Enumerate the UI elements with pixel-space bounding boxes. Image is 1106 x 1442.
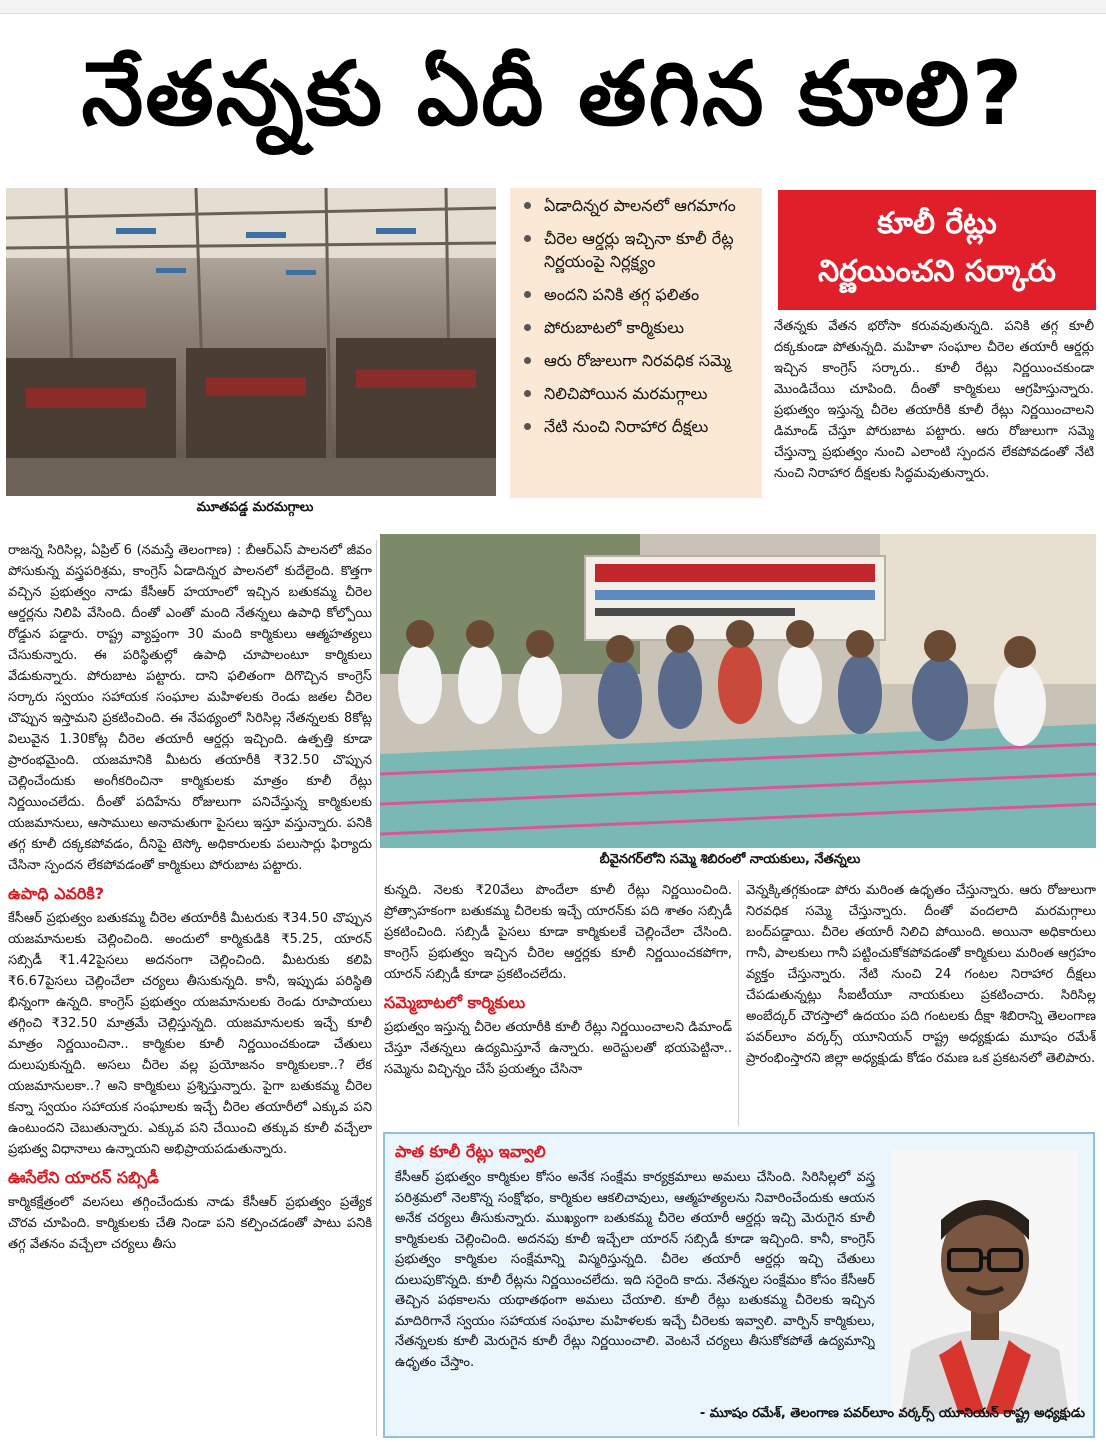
column-divider [376, 540, 377, 1436]
bullet-list [510, 188, 762, 498]
col1-paragraph-2: కేసీఆర్ ప్రభుత్వం బతుకమ్మ చీరెల తయారీకి మీటరుకు ₹34.50 చొప్పున యజమానులకు చెల్లించింది. అందులో కార్మికుడికి ₹5.25, యారన్ సబ్సిడీ ₹1.42పైసలు అదనంగా చెల్లించింది. మీటరుకు కలిపి ₹6.67పైసలు చెల్లించేలా చర్యలు తీసుకున్నది. కానీ, ఇప్పుడు పరిస్థితి భిన్నంగా ఉన్నది. కాంగ్రెస్ ప్రభుత్వం యజమానులకు రెండు రూపాయలు తగ్గించి ₹32.50 మాత్రమే చెల్లిస్తున్నది. యజమానులకు ఇచ్చే కూలీ మాత్రం నిర్ణయించినా.. కార్మికుల కూలీ నిర్ణయించకుండా చేతులు దులుపుకున్నది. అసలు చీరెల వల్ల ప్రయోజనం కార్మికులకా..? లేక యజమానులకా..? అని కార్మికులు ప్రశ్నిస్తున్నారు. పైగా బతుకమ్మ చీరెల కన్నా స్వయం సహాయక సంఘాలకు ఇచ్చే చీరెల తయారీలో ఎక్కువ పని ఉంటుందని చెబుతున్నారు. ఎక్కువ పని చేయించి తక్కువ కూలీ వచ్చేలా ప్రభుత్వ విధానాలు ఉన్నాయని అభిప్రాయపడుతున్నారు. [8, 911, 372, 1157]
bullet-item: పోరుబాటలో కార్మికులు [522, 316, 756, 339]
quote-signature: - మూషం రమేశ్, తెలంగాణ పవర్‌లూం వర్కర్స్ యూనియన్ రాష్ట్ర అధ్యక్షుడు [699, 1406, 1085, 1421]
portrait-photo [891, 1150, 1079, 1414]
quote-box-text: కేసీఆర్ ప్రభుత్వం కార్మికుల కోసం అనేక సంక్షేమ కార్యక్రమాలు అమలు చేసింది. సిరిసిల్లలో వస్త్ర పరిశ్రమలో నెలకొన్న సంక్షోభం, కార్మికుల ఆకలిచావులు, ఆత్మహత్యలను నివారించేందుకు ఆయన అనేక చర్యలు తీసుకున్నారు. ముఖ్యంగా బతుకమ్మ చీరెల తయారీ ఆర్డర్లు ఇచ్చి మెరుగైన కూలీ కార్మికులకు చెల్లించింది. అదనపు కూలీ ఇచ్చేలా యారన్ సబ్సిడీ కూడా ఇచ్చింది. కానీ, కాంగ్రెస్ ప్రభుత్వం కార్మికుల సంక్షేమాన్ని విస్మరిస్తున్నది. చీరెల తయారీ ఆర్డర్లు ఇచ్చి చేతులు దులుపుకొన్నది. కూలీ రేట్లను నిర్ణయించలేదు. ఇది సరైంది కాదు. నేతన్నల సంక్షేమం కోసం కేసీఆర్ తెచ్చిన పథకాలను యథాతథంగా అమలు చేయాలి. కూలీ రేట్లు బతుకమ్మ చీరెలకు ఇచ్చిన మాదిరిగానే స్వయం సహాయక సంఘాల మహిళలకు ఇచ్చే చీరెలకు ఇవ్వాలి. వార్పిన్ కార్మికులు, నేతన్నలకు కూలీ మెరుగైన కూలీ రేట్లు నిర్ణయించాలి. వెంటనే చర్యలు తీసుకోకపోతే ఉద్యమాన్ని ఉధృతం చేస్తాం. [395, 1170, 875, 1370]
headline: నేతన్నకు ఏదీ తగిన కూలి? [81, 42, 1025, 145]
quote-box [383, 1132, 1095, 1438]
photo1-caption: మూతపడ్డ మరమగ్గాలు [196, 500, 314, 515]
strike-camp-photo [380, 534, 1096, 848]
subheadline-line1: కూలీ రేట్లు [877, 206, 997, 241]
subheadline-line2: నిర్ణయించని సర్కారు [818, 254, 1056, 289]
top-strip [0, 0, 1106, 14]
column-2 [384, 880, 732, 1126]
quote-box-title: పాత కూలీ రేట్లు ఇవ్వాలి [395, 1142, 546, 1161]
bullet-item: అందని పనికి తగ్గ ఫలితం [522, 283, 756, 306]
loom-factory-photo [6, 188, 496, 496]
col2-paragraph-2: ప్రభుత్వం ఇస్తున్న చీరెల తయారీకి కూలీ రేట్లు నిర్ణయించాలని డిమాండ్ చేస్తూ నేతన్నలు ఉద్యమిస్తూనే ఉన్నారు. అరెస్టులతో భయపెట్టినా.. సమ్మెను విచ్ఛిన్నం చేసే ప్రయత్నం చేసినా [384, 1020, 732, 1077]
col3-paragraph-1: వెన్నక్కితగ్గకుండా పోరు మరింత ఉధృతం చేస్తున్నారు. ఆరు రోజులుగా నిరవధిక సమ్మె చేస్తున్నారు. దీంతో వందలాది మరమగ్గాలు బంద్‌పడ్డాయి. చీరెల తయారీ నిలిచి పోయింది. అయినా అధికారులు గానీ, పాలకులు గానీ పట్టించుకోకపోవడంతో కార్మికులు మరింత ఆగ్రహం వ్యక్తం చేస్తున్నారు. నేటి నుంచి 24 గంటల నిరాహార దీక్షలు చేపడుతున్నట్లు సీఐటీయూ నాయకులు ప్రకటించారు. సిరిసిల్ల అంబేద్కర్ చౌరస్తాలో ఉదయం పది గంటలకు దీక్షా శిబిరాన్ని తెలంగాణ పవర్‌లూం వర్కర్స్ యూనియన్ రాష్ట్ర అధ్యక్షుడు మూషం రమేశ్ ప్రారంభింస్తారని జిల్లా అధ్యక్షుడు కోడం రమణ ఒక ప్రకటనలో తెలిపారు. [746, 883, 1096, 1066]
subheadline-box [778, 190, 1096, 310]
column-1 [8, 540, 372, 1436]
col1-subhead-2: ఊసేలేని యారన్ సబ్సిడీ [8, 1168, 159, 1187]
intro-text: నేతన్నకు వేతన భరోసా కరువవుతున్నది. పనికి తగ్గ కూలీ దక్కకుండా పోతున్నది. మహిళా సంఘాల చీరెల తయారీ ఆర్డర్లు ఇచ్చిన కాంగ్రెస్ సర్కారు.. కూలీ రేట్లు నిర్ణయించకుండా మొండిచేయి చూపింది. దీంతో కార్మికులు ఆగ్రహిస్తున్నారు. ప్రభుత్వం ఇస్తున్న చీరెల తయారీకి కూలీ రేట్లు నిర్ణయించాలని డిమాండ్ చేస్తూ పోరుబాట పట్టారు. ఆరు రోజులుగా సమ్మె చేస్తున్నా ప్రభుత్వం నుంచి ఎలాంటి స్పందన లేకపోవడంతో నేటి నుంచి నిరాహార దీక్షలకు సిద్ధమవుతున్నారు. [774, 319, 1094, 481]
bullet-item: నేటి నుంచి నిరాహార దీక్షలు [522, 415, 756, 438]
column-divider [738, 880, 739, 1126]
col1-subhead-1: ఉపాధి ఎవరికి? [8, 884, 105, 903]
col1-paragraph-3: కార్మికక్షేత్రంలో వలసలు తగ్గించేందుకు నాడు కేసీఆర్ ప్రభుత్వం ప్రత్యేక చొరవ చూపింది. కార్మికులకు చేతి నిండా పని కల్పించడంతో పాటు పనికి తగ్గ వేతనం వచ్చేలా చర్యలు తీసు [8, 1195, 372, 1252]
bullet-item: చీరెల ఆర్డర్లు ఇచ్చినా కూలీ రేట్ల నిర్ణయంపై నిర్లక్ష్యం [522, 227, 756, 273]
bullet-item: ఆరు రోజులుగా నిరవధిక సమ్మె [522, 349, 756, 372]
bullet-item: ఏడాదిన్నర పాలనలో ఆగమాగం [522, 194, 756, 217]
col1-paragraph-1: రాజన్న సిరిసిల్ల, ఏప్రిల్ 6 (నమస్తే తెలంగాణ) : బీఆర్ఎస్ పాలనలో జీవం పోసుకున్న వస్త్రపరిశ్రమ, కాంగ్రెస్ ఏడాదిన్నర పాలనలో కుదేలైంది. కొత్తగా వచ్చిన ప్రభుత్వం నాడు కేసీఆర్ హయాంలో ఇచ్చిన బతుకమ్మ చీరెల ఆర్డర్లను నిలిపి వేసింది. దీంతో ఎంతో మంది నేతన్నలు ఉపాధి కోల్పోయి రోడ్డున పడ్డారు. రాష్ట్ర వ్యాప్తంగా 30 మంది కార్మికులు ఆత్మహత్యలు చేసుకున్నారు. ఈ పరిస్థితుల్లో ఉపాధి చూపాలంటూ కార్మికులు వేడుకున్నారు. పోరుబాట పట్టారు. దాని ఫలితంగా దిగొచ్చిన కాంగ్రెస్ సర్కారు స్వయం సహాయక సంఘాల మహిళలకు రెండు జతల చీరెల చొప్పున ఇస్తామని ప్రకటించింది. ఈ నేపథ్యంలో సిరిసిల్ల నేతన్నలకు 8కోట్ల విలువైన 1.30కోట్ల చీరెల తయారీ ఆర్డర్లు ఇచ్చింది. ఉత్పత్తి కూడా ప్రారంభమైంది. యజమానికి మీటరు తయారీకి ₹32.50 చొప్పున చెల్లించేందుకు అంగీకరించినా కార్మికులకు మాత్రం కూలీ రేట్లు నిర్ణయించలేదు. దీంతో పదిహేను రోజులుగా పనిచేస్తున్న కార్మికులకు యజమానులు, ఆసాములు అనామతుగా పైసలు ఇస్తూ వస్తున్నారు. పనికి తగ్గ కూలీ దక్కకపోవడం, దీనిపై టెస్కో అధికారులకు పలుసార్లు ఫిర్యాదు చేసినా స్పందన లేకపోవడంతో కార్మికులు పోరుబాట పట్టారు. [8, 543, 372, 873]
bullet-item: నిలిచిపోయిన మరమగ్గాలు [522, 382, 756, 405]
col2-paragraph-1: కున్నది. నెలకు ₹20వేలు పొందేలా కూలీ రేట్లు నిర్ణయించింది. ప్రోత్సాహకంగా బతుకమ్మ చీరెలకు ఇచ్చే యారన్‌కు పది శాతం సబ్సిడీ ప్రకటించింది. సబ్సిడీ పైసలు కూడా కార్మికులకే చెల్లించేలా చేసింది. కాంగ్రెస్ ప్రభుత్వం ఇచ్చిన చీరెల ఆర్డర్లకు కూలీ నిర్ణయించకపోగా, యారన్ సబ్సిడీ కూడా ప్రకటించలేదు. [384, 883, 732, 982]
column-3 [746, 880, 1096, 1126]
photo2-caption: బీవైనగర్‌లోని సమ్మె శిబిరంలో నాయకులు, నేతన్నలు [599, 852, 861, 867]
col2-subhead-1: సమ్మెబాటలో కార్మికులు [384, 993, 526, 1012]
